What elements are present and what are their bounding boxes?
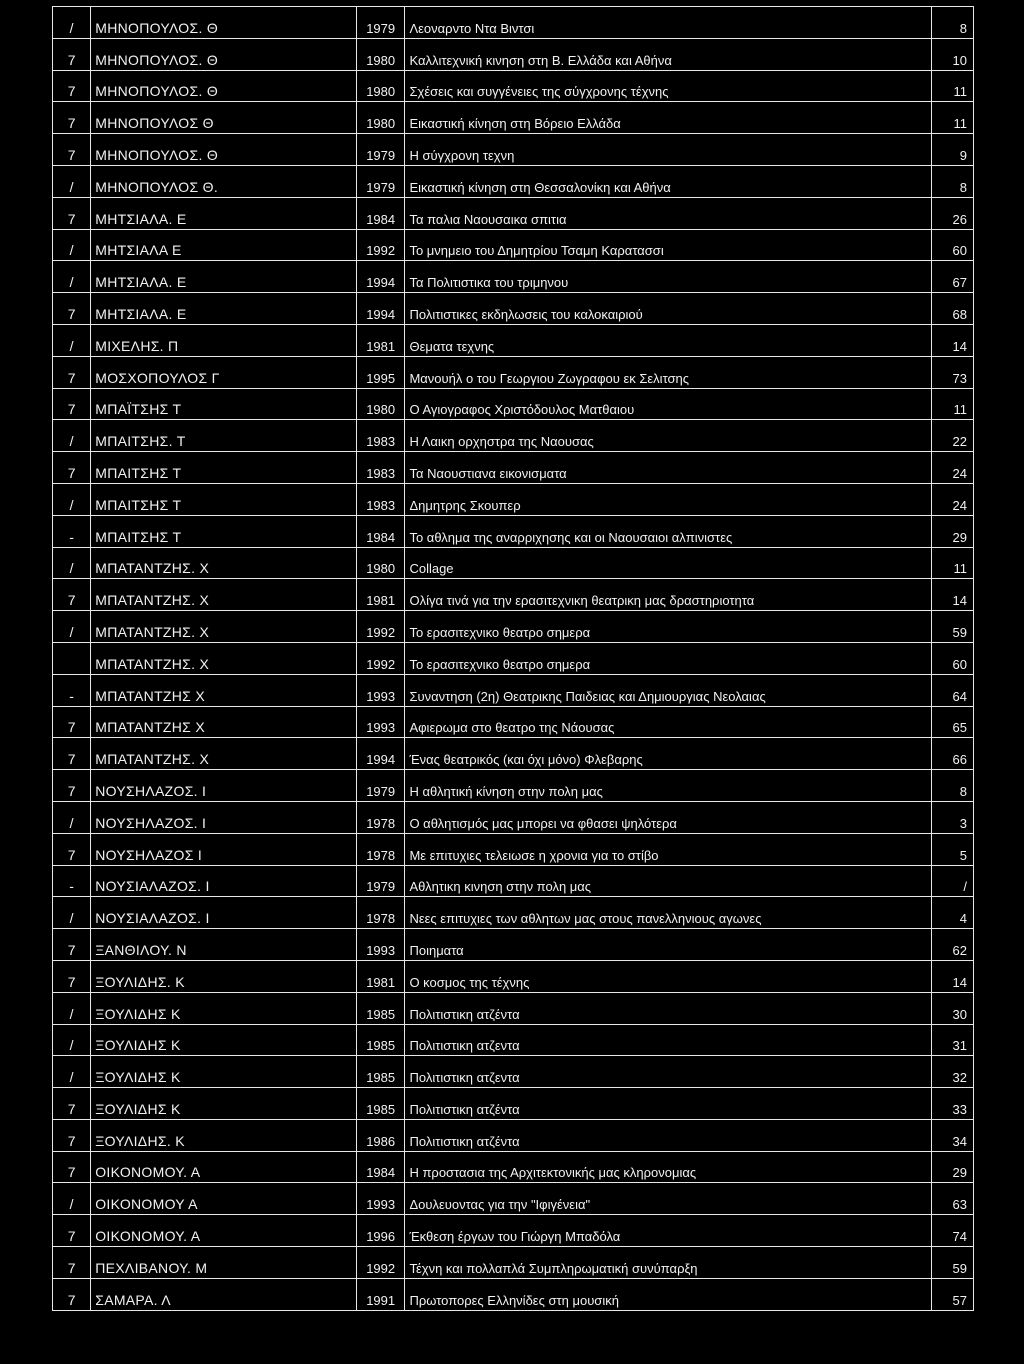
volume-cell: 7: [53, 38, 91, 70]
page-cell: 34: [931, 1119, 973, 1151]
author-cell: ΜΗΤΣΙΑΛΑ. Ε: [91, 197, 357, 229]
year-cell: 1984: [356, 197, 405, 229]
table-row: [53, 1151, 974, 1183]
year-cell: 1979: [356, 134, 405, 166]
page-cell: 63: [931, 1183, 973, 1215]
year-cell: 1994: [356, 738, 405, 770]
year-cell: 1981: [356, 960, 405, 992]
table-row: [53, 229, 974, 261]
title-cell: Εικαστική κίνηση στη Βόρειο Ελλάδα: [405, 102, 931, 134]
table-row: [53, 1119, 974, 1151]
table-row: [53, 1215, 974, 1247]
title-cell: Ολίγα τινά για την ερασιτεχνικη θεατρικη μας δραστηριοτητα: [405, 579, 931, 611]
page-cell: 59: [931, 611, 973, 643]
title-cell: Η σύγχρονη τεχνη: [405, 134, 931, 166]
volume-cell: 7: [53, 1247, 91, 1279]
volume-cell: 7: [53, 1119, 91, 1151]
volume-cell: 7: [53, 1151, 91, 1183]
table-row: [53, 833, 974, 865]
author-cell: ΜΗΝΟΠΟΥΛΟΣ. Θ: [91, 38, 357, 70]
volume-cell: /: [53, 420, 91, 452]
table-row: [53, 102, 974, 134]
year-cell: 1994: [356, 293, 405, 325]
table-row: [53, 483, 974, 515]
volume-cell: /: [53, 165, 91, 197]
year-cell: 1993: [356, 1183, 405, 1215]
volume-cell: -: [53, 515, 91, 547]
title-cell: Δημητρης Σκουπερ: [405, 483, 931, 515]
year-cell: 1981: [356, 324, 405, 356]
year-cell: 1980: [356, 547, 405, 579]
page-cell: 60: [931, 229, 973, 261]
page-cell: 31: [931, 1024, 973, 1056]
year-cell: 1992: [356, 642, 405, 674]
page-cell: 32: [931, 1056, 973, 1088]
table-row: [53, 611, 974, 643]
title-cell: Ένας θεατρικός (και όχι μόνο) Φλεβαρης: [405, 738, 931, 770]
page-cell: 8: [931, 165, 973, 197]
title-cell: Νεες επιτυχιες των αθλητων μας στους πανελληνιους αγωνες: [405, 897, 931, 929]
table-row: [53, 897, 974, 929]
table-row: [53, 929, 974, 961]
author-cell: ΝΟΥΣΗΛΑΖΟΣ Ι: [91, 833, 357, 865]
volume-cell: -: [53, 865, 91, 897]
year-cell: 1980: [356, 102, 405, 134]
table-row: [53, 515, 974, 547]
year-cell: 1991: [356, 1278, 405, 1310]
author-cell: ΜΠΑΤΑΝΤΖΗΣ. Χ: [91, 738, 357, 770]
table-row: [53, 1088, 974, 1120]
title-cell: Πολιτιστικη ατζέντα: [405, 1088, 931, 1120]
year-cell: 1983: [356, 483, 405, 515]
year-cell: 1993: [356, 674, 405, 706]
page-cell: 24: [931, 452, 973, 484]
volume-cell: 7: [53, 70, 91, 102]
page-cell: 60: [931, 642, 973, 674]
author-cell: ΜΟΣΧΟΠΟΥΛΟΣ Γ: [91, 356, 357, 388]
page-cell: 67: [931, 261, 973, 293]
year-cell: 1984: [356, 1151, 405, 1183]
author-cell: ΞΟΥΛΙΔΗΣ. Κ: [91, 960, 357, 992]
author-cell: ΜΠΑΪΤΣΗΣ Τ: [91, 388, 357, 420]
page-cell: 4: [931, 897, 973, 929]
author-cell: ΜΠΑΤΑΝΤΖΗΣ Χ: [91, 674, 357, 706]
title-cell: Θεματα τεχνης: [405, 324, 931, 356]
author-cell: ΞΟΥΛΙΔΗΣ Κ: [91, 1088, 357, 1120]
author-cell: ΜΗΤΣΙΑΛΑ. Ε: [91, 293, 357, 325]
volume-cell: 7: [53, 833, 91, 865]
page-cell: 14: [931, 960, 973, 992]
author-cell: ΜΗΤΣΙΑΛΑ. Ε: [91, 261, 357, 293]
author-cell: ΝΟΥΣΗΛΑΖΟΣ. Ι: [91, 801, 357, 833]
author-cell: ΜΠΑΙΤΣΗΣ Τ: [91, 515, 357, 547]
author-cell: ΟΙΚΟΝΟΜΟΥ. Α: [91, 1151, 357, 1183]
page-cell: 57: [931, 1278, 973, 1310]
table-row: [53, 706, 974, 738]
table-row: [53, 738, 974, 770]
table-row: [53, 960, 974, 992]
title-cell: Το μνημειο του Δημητρίου Τσαμη Καρατασσι: [405, 229, 931, 261]
volume-cell: 7: [53, 706, 91, 738]
author-cell: ΞΟΥΛΙΔΗΣ. Κ: [91, 1119, 357, 1151]
year-cell: 1979: [356, 165, 405, 197]
volume-cell: /: [53, 611, 91, 643]
table-row: [53, 1247, 974, 1279]
author-cell: ΜΗΝΟΠΟΥΛΟΣ. Θ: [91, 7, 357, 39]
year-cell: 1993: [356, 929, 405, 961]
title-cell: Πολιτιστικες εκδηλωσεις του καλοκαιριού: [405, 293, 931, 325]
author-cell: ΜΠΑΤΑΝΤΖΗΣ. Χ: [91, 642, 357, 674]
author-cell: ΠΕΧΛΙΒΑΝΟΥ. Μ: [91, 1247, 357, 1279]
table-row: [53, 801, 974, 833]
title-cell: Τα Ναουστιανα εικονισματα: [405, 452, 931, 484]
table-row: [53, 452, 974, 484]
volume-cell: /: [53, 992, 91, 1024]
year-cell: 1978: [356, 801, 405, 833]
year-cell: 1985: [356, 1088, 405, 1120]
table-row: [53, 7, 974, 39]
volume-cell: /: [53, 897, 91, 929]
page-cell: 24: [931, 483, 973, 515]
year-cell: 1979: [356, 770, 405, 802]
author-cell: ΜΙΧΕΛΗΣ. Π: [91, 324, 357, 356]
year-cell: 1983: [356, 452, 405, 484]
year-cell: 1995: [356, 356, 405, 388]
table-row: [53, 38, 974, 70]
title-cell: Πολιτιστικη ατζέντα: [405, 992, 931, 1024]
year-cell: 1978: [356, 897, 405, 929]
table-row: [53, 1056, 974, 1088]
author-cell: ΜΗΝΟΠΟΥΛΟΣ Θ.: [91, 165, 357, 197]
page-cell: 29: [931, 515, 973, 547]
title-cell: Λεοναρντο Ντα Βιντσι: [405, 7, 931, 39]
title-cell: Η αθλητική κίνηση στην πολη μας: [405, 770, 931, 802]
page-cell: 11: [931, 102, 973, 134]
page-cell: 74: [931, 1215, 973, 1247]
table-row: [53, 261, 974, 293]
title-cell: Τα Πολιτιστικα του τριμηνου: [405, 261, 931, 293]
year-cell: 1984: [356, 515, 405, 547]
author-cell: ΜΠΑΤΑΝΤΖΗΣ. Χ: [91, 579, 357, 611]
title-cell: Εικαστική κίνηση στη Θεσσαλονίκη και Αθήνα: [405, 165, 931, 197]
author-cell: ΜΠΑΤΑΝΤΖΗΣ Χ: [91, 706, 357, 738]
volume-cell: /: [53, 324, 91, 356]
volume-cell: /: [53, 483, 91, 515]
year-cell: 1979: [356, 7, 405, 39]
table-row: [53, 992, 974, 1024]
title-cell: Ποιηματα: [405, 929, 931, 961]
table-row: [53, 324, 974, 356]
author-cell: ΞΟΥΛΙΔΗΣ Κ: [91, 1056, 357, 1088]
volume-cell: 7: [53, 134, 91, 166]
year-cell: 1986: [356, 1119, 405, 1151]
year-cell: 1981: [356, 579, 405, 611]
volume-cell: /: [53, 1183, 91, 1215]
article-index-body: [53, 7, 974, 1311]
title-cell: Αφιερωμα στο θεατρο της Νάουσας: [405, 706, 931, 738]
volume-cell: /: [53, 261, 91, 293]
page-cell: 30: [931, 992, 973, 1024]
author-cell: ΜΗΝΟΠΟΥΛΟΣ. Θ: [91, 134, 357, 166]
table-row: [53, 1278, 974, 1310]
author-cell: ΜΠΑΙΤΣΗΣ Τ: [91, 452, 357, 484]
title-cell: Ο Αγιογραφος Χριστόδουλος Ματθαιου: [405, 388, 931, 420]
page-cell: 8: [931, 7, 973, 39]
title-cell: Collage: [405, 547, 931, 579]
volume-cell: -: [53, 674, 91, 706]
author-cell: ΜΠΑΙΤΣΗΣ Τ: [91, 483, 357, 515]
author-cell: ΝΟΥΣΙΑΛΑΖΟΣ. Ι: [91, 865, 357, 897]
title-cell: Έκθεση έργων του Γιώργη Μπαδόλα: [405, 1215, 931, 1247]
page-cell: /: [931, 865, 973, 897]
year-cell: 1985: [356, 1056, 405, 1088]
year-cell: 1980: [356, 38, 405, 70]
table-row: [53, 547, 974, 579]
table-row: [53, 388, 974, 420]
author-cell: ΟΙΚΟΝΟΜΟΥ Α: [91, 1183, 357, 1215]
page-cell: 65: [931, 706, 973, 738]
table-row: [53, 865, 974, 897]
author-cell: ΜΗΤΣΙΑΛΑ Ε: [91, 229, 357, 261]
author-cell: ΜΗΝΟΠΟΥΛΟΣ Θ: [91, 102, 357, 134]
volume-cell: 7: [53, 356, 91, 388]
title-cell: Πολιτιστικη ατζέντα: [405, 1119, 931, 1151]
page-cell: 11: [931, 388, 973, 420]
table-row: [53, 1183, 974, 1215]
author-cell: ΜΠΑΤΑΝΤΖΗΣ. Χ: [91, 547, 357, 579]
title-cell: Η προστασια της Αρχιτεκτονικής μας κληρονομιας: [405, 1151, 931, 1183]
page-cell: 14: [931, 324, 973, 356]
author-cell: ΜΠΑΤΑΝΤΖΗΣ. Χ: [91, 611, 357, 643]
author-cell: ΞΟΥΛΙΔΗΣ Κ: [91, 1024, 357, 1056]
table-row: [53, 165, 974, 197]
author-cell: ΜΗΝΟΠΟΥΛΟΣ. Θ: [91, 70, 357, 102]
title-cell: Πολιτιστικη ατζεντα: [405, 1024, 931, 1056]
title-cell: Ο κοσμος της τέχνης: [405, 960, 931, 992]
page-cell: 29: [931, 1151, 973, 1183]
volume-cell: 7: [53, 102, 91, 134]
year-cell: 1985: [356, 1024, 405, 1056]
volume-cell: 7: [53, 1088, 91, 1120]
volume-cell: /: [53, 229, 91, 261]
volume-cell: 7: [53, 738, 91, 770]
page-cell: 3: [931, 801, 973, 833]
volume-cell: /: [53, 7, 91, 39]
table-row: [53, 293, 974, 325]
page-cell: 9: [931, 134, 973, 166]
page-cell: 26: [931, 197, 973, 229]
page-cell: 66: [931, 738, 973, 770]
page-cell: 62: [931, 929, 973, 961]
page-cell: 22: [931, 420, 973, 452]
page-cell: 11: [931, 547, 973, 579]
table-row: [53, 1024, 974, 1056]
author-cell: ΜΠΑΙΤΣΗΣ. Τ: [91, 420, 357, 452]
page-cell: 59: [931, 1247, 973, 1279]
page-cell: 14: [931, 579, 973, 611]
page-cell: 10: [931, 38, 973, 70]
page-cell: 68: [931, 293, 973, 325]
table-row: [53, 197, 974, 229]
table-row: [53, 579, 974, 611]
year-cell: 1983: [356, 420, 405, 452]
author-cell: ΞΑΝΘΙΛΟΥ. Ν: [91, 929, 357, 961]
page-cell: 8: [931, 770, 973, 802]
year-cell: 1980: [356, 388, 405, 420]
year-cell: 1993: [356, 706, 405, 738]
volume-cell: 7: [53, 1215, 91, 1247]
page-cell: 5: [931, 833, 973, 865]
year-cell: 1980: [356, 70, 405, 102]
table-row: [53, 674, 974, 706]
table-row: [53, 642, 974, 674]
volume-cell: 7: [53, 197, 91, 229]
table-row: [53, 356, 974, 388]
volume-cell: 7: [53, 388, 91, 420]
author-cell: ΝΟΥΣΗΛΑΖΟΣ. Ι: [91, 770, 357, 802]
title-cell: Το ερασιτεχνικο θεατρο σημερα: [405, 642, 931, 674]
table-row: [53, 770, 974, 802]
title-cell: Πρωτοπορες Ελληνίδες στη μουσική: [405, 1278, 931, 1310]
volume-cell: 7: [53, 452, 91, 484]
title-cell: Σχέσεις και συγγένειες της σύγχρονης τέχνης: [405, 70, 931, 102]
year-cell: 1978: [356, 833, 405, 865]
title-cell: Δουλευοντας για την "Ιφιγένεια": [405, 1183, 931, 1215]
volume-cell: /: [53, 547, 91, 579]
year-cell: 1996: [356, 1215, 405, 1247]
title-cell: Τέχνη και πολλαπλά Συμπληρωματική συνύπαρξη: [405, 1247, 931, 1279]
title-cell: Μανουήλ ο του Γεωργιου Ζωγραφου εκ Σελιτσης: [405, 356, 931, 388]
title-cell: Η Λαικη ορχηστρα της Ναουσας: [405, 420, 931, 452]
title-cell: Το αθλημα της αναρριχησης και οι Ναουσαιοι αλπινιστες: [405, 515, 931, 547]
title-cell: Πολιτιστικη ατζεντα: [405, 1056, 931, 1088]
year-cell: 1994: [356, 261, 405, 293]
volume-cell: 7: [53, 770, 91, 802]
title-cell: Το ερασιτεχνικο θεατρο σημερα: [405, 611, 931, 643]
title-cell: Ο αθλητισμός μας μπορει να φθασει ψηλότερα: [405, 801, 931, 833]
author-cell: ΟΙΚΟΝΟΜΟΥ. Α: [91, 1215, 357, 1247]
volume-cell: 7: [53, 579, 91, 611]
year-cell: 1985: [356, 992, 405, 1024]
volume-cell: 7: [53, 293, 91, 325]
title-cell: Με επιτυχιες τελειωσε η χρονια για το στίβο: [405, 833, 931, 865]
title-cell: Τα παλια Ναουσαικα σπιτια: [405, 197, 931, 229]
article-index-table: [52, 6, 974, 1311]
year-cell: 1979: [356, 865, 405, 897]
author-cell: ΝΟΥΣΙΑΛΑΖΟΣ. Ι: [91, 897, 357, 929]
author-cell: ΞΟΥΛΙΔΗΣ Κ: [91, 992, 357, 1024]
table-row: [53, 420, 974, 452]
volume-cell: [53, 642, 91, 674]
title-cell: Συναντηση (2η) Θεατρικης Παιδειας και Δημιουργιας Νεολαιας: [405, 674, 931, 706]
page-cell: 33: [931, 1088, 973, 1120]
volume-cell: /: [53, 1024, 91, 1056]
volume-cell: 7: [53, 1278, 91, 1310]
page-cell: 11: [931, 70, 973, 102]
title-cell: Καλλιτεχνική κινηση στη Β. Ελλάδα και Αθήνα: [405, 38, 931, 70]
table-row: [53, 134, 974, 166]
year-cell: 1992: [356, 229, 405, 261]
page-cell: 73: [931, 356, 973, 388]
volume-cell: /: [53, 801, 91, 833]
table-row: [53, 70, 974, 102]
volume-cell: 7: [53, 960, 91, 992]
author-cell: ΣΑΜΑΡΑ. Λ: [91, 1278, 357, 1310]
title-cell: Αθλητικη κινηση στην πολη μας: [405, 865, 931, 897]
volume-cell: 7: [53, 929, 91, 961]
volume-cell: /: [53, 1056, 91, 1088]
page-cell: 64: [931, 674, 973, 706]
year-cell: 1992: [356, 1247, 405, 1279]
year-cell: 1992: [356, 611, 405, 643]
